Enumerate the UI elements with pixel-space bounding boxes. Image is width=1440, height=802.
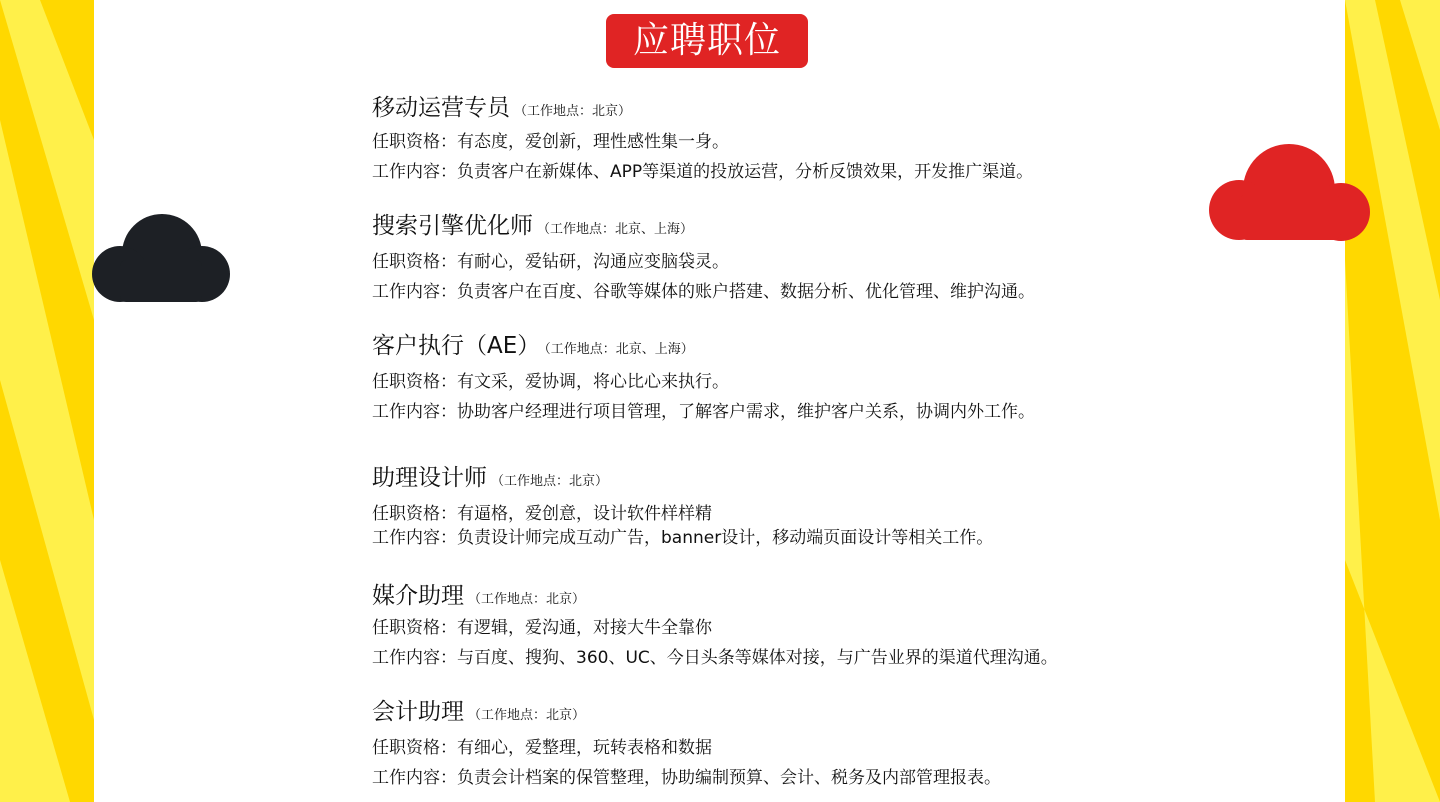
left-stripes-graphic	[0, 0, 94, 802]
job-header	[372, 330, 694, 362]
job-content: 工作内容：协助客户经理进行项目管理，了解客户需求，维护客户关系，协调内外工作。	[372, 402, 1035, 422]
job-location: （工作地点：北京、上海）	[537, 222, 694, 237]
job-header	[372, 462, 608, 494]
job-content: 工作内容：负责客户在百度、谷歌等媒体的账户搭建、数据分析、优化管理、维护沟通。	[372, 282, 1035, 302]
job-header	[372, 696, 585, 728]
job-location: （工作地点：北京）	[468, 708, 586, 723]
job-requirement: 任职资格：有文采，爱协调，将心比心来执行。	[372, 372, 729, 392]
job-title: 客户执行（AE）	[372, 333, 541, 359]
job-location: （工作地点：北京）	[468, 592, 586, 607]
job-location: （工作地点：北京）	[491, 474, 609, 489]
job-requirement: 任职资格：有逻辑，爱沟通，对接大牛全靠你	[372, 618, 712, 638]
left-stripe-panel	[0, 0, 94, 802]
cloud-icon	[1209, 142, 1371, 242]
job-content: 工作内容：负责客户在新媒体、APP等渠道的投放运营，分析反馈效果，开发推广渠道。	[372, 162, 1034, 182]
job-requirement: 任职资格：有细心，爱整理，玩转表格和数据	[372, 738, 712, 758]
page-title-badge: 应聘职位	[606, 14, 808, 68]
job-header	[372, 580, 585, 612]
job-title: 媒介助理	[372, 583, 464, 609]
red-cloud-shape	[1209, 142, 1371, 242]
job-title: 移动运营专员	[372, 95, 510, 121]
job-requirement: 任职资格：有逼格，爱创意，设计软件样样精	[372, 504, 712, 524]
right-stripes-graphic	[1345, 0, 1440, 802]
dark-cloud-shape	[90, 212, 232, 302]
job-content: 工作内容：与百度、搜狗、360、UC、今日头条等媒体对接，与广告业界的渠道代理沟通。	[372, 648, 1058, 668]
job-title: 助理设计师	[372, 465, 487, 491]
job-content: 工作内容：负责设计师完成互动广告，banner设计，移动端页面设计等相关工作。	[372, 528, 994, 548]
job-header	[372, 92, 631, 124]
job-requirement: 任职资格：有态度，爱创新，理性感性集一身。	[372, 132, 729, 152]
job-title: 会计助理	[372, 699, 464, 725]
job-location: （工作地点：北京、上海）	[544, 342, 694, 357]
cloud-icon	[90, 212, 232, 302]
job-header	[372, 210, 693, 242]
job-title: 搜索引擎优化师	[372, 213, 533, 239]
right-stripe-panel	[1345, 0, 1440, 802]
job-location: （工作地点：北京）	[514, 104, 632, 119]
job-content: 工作内容：负责会计档案的保管整理，协助编制预算、会计、税务及内部管理报表。	[372, 768, 1001, 788]
job-requirement: 任职资格：有耐心，爱钻研，沟通应变脑袋灵。	[372, 252, 729, 272]
